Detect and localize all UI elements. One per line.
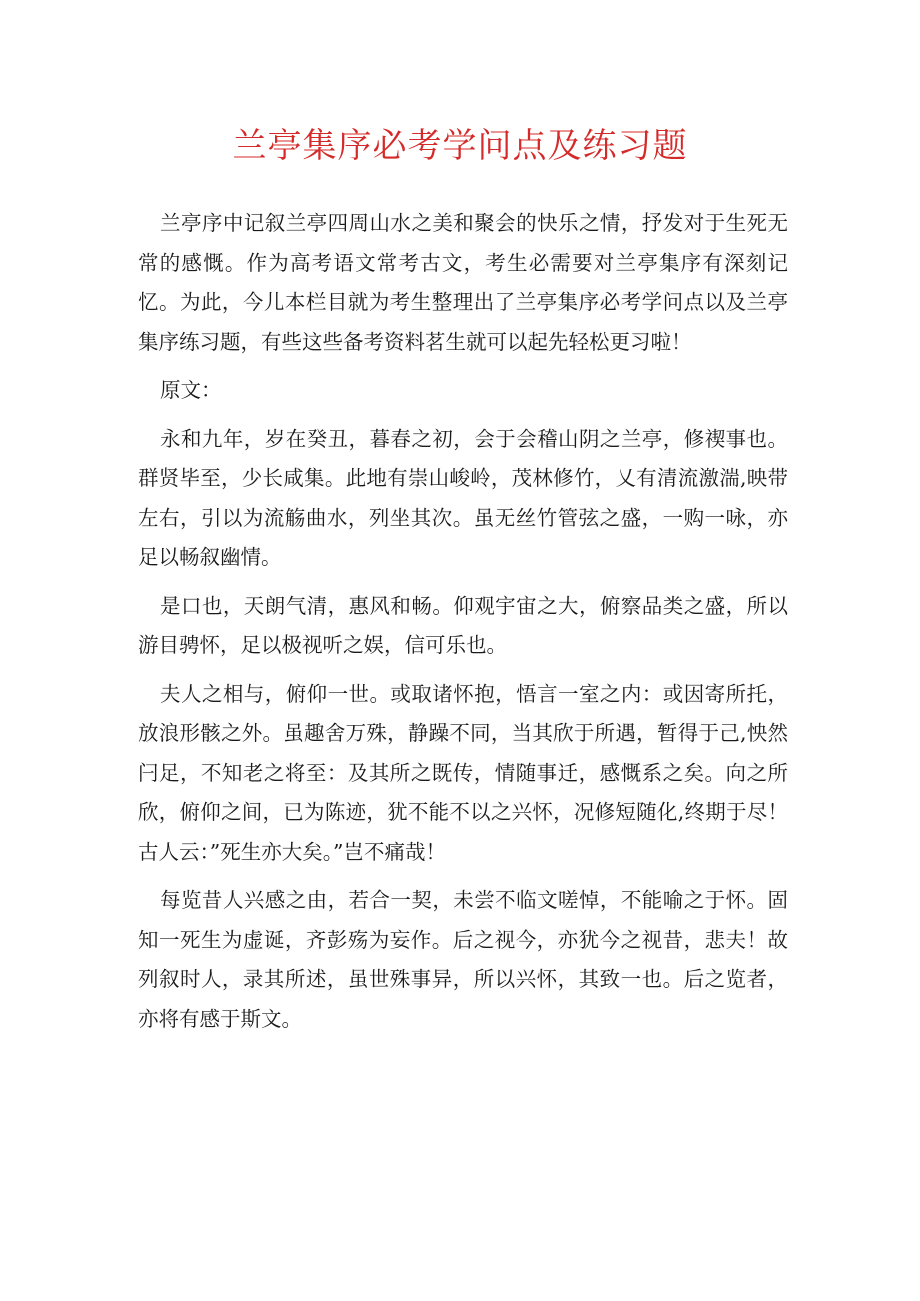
text-paragraph-2: 是口也，天朗气清，惠风和畅。仰观宇宙之大，俯察品类之盛，所以游目骋怀，足以极视听之娱，信可乐也。: [138, 593, 788, 657]
original-text-heading: 原文：: [160, 378, 222, 402]
text-paragraph-1: 永和九年，岁在癸丑，暮春之初，会于会稽山阴之兰亭，修禊事也。群贤毕至，少长咸集。此地有崇山峻岭，茂林修竹，乂有清流激湍,映带左右，引以为流觞曲水，列坐其次。虽无丝竹管弦之盛，一购一咏，亦足以畅叙幽情。: [138, 426, 788, 569]
intro-paragraph: 兰亭序中记叙兰亭四周山水之美和聚会的快乐之情，抒发对于生死无常的感慨。作为高考语文常考古文，考生必需要对兰亭集序有深刻记忆。为此，今儿本栏目就为考生整理出了兰亭集序必考学问点以及兰亭集序练习题，有些这些备考资料茗生就可以起先轻松更习啦！: [138, 211, 788, 354]
text-paragraph-3: 夫人之相与，俯仰一世。或取诸怀抱，悟言一室之内：或因寄所托，放浪形骸之外。虽趣舍万殊，静躁不同，当其欣于所遇，暂得于己,怏然闩足，不知老之将至：及其所之既传，情随事迁，感慨系之矣。向之所欣，俯仰之间，已为陈迹，犹不能不以之兴怀，况修短随化,终期于尽！古人云：”死生亦大矣。”岂不痛哉！: [138, 681, 788, 864]
document-body: [138, 204, 788, 1048]
text-paragraph-4: 每览昔人兴感之由，若合一契，未尝不临文嗟悼，不能喻之于怀。固知一死生为虚诞，齐彭殇为妄作。后之视今，亦犹今之视昔，悲夫！故列叙时人，录其所述，虽世殊事异，所以兴怀，其致一也。后之览者，亦将有感于斯文。: [138, 888, 788, 1031]
document-title: 兰亭集序必考学问点及练习题: [232, 126, 688, 166]
